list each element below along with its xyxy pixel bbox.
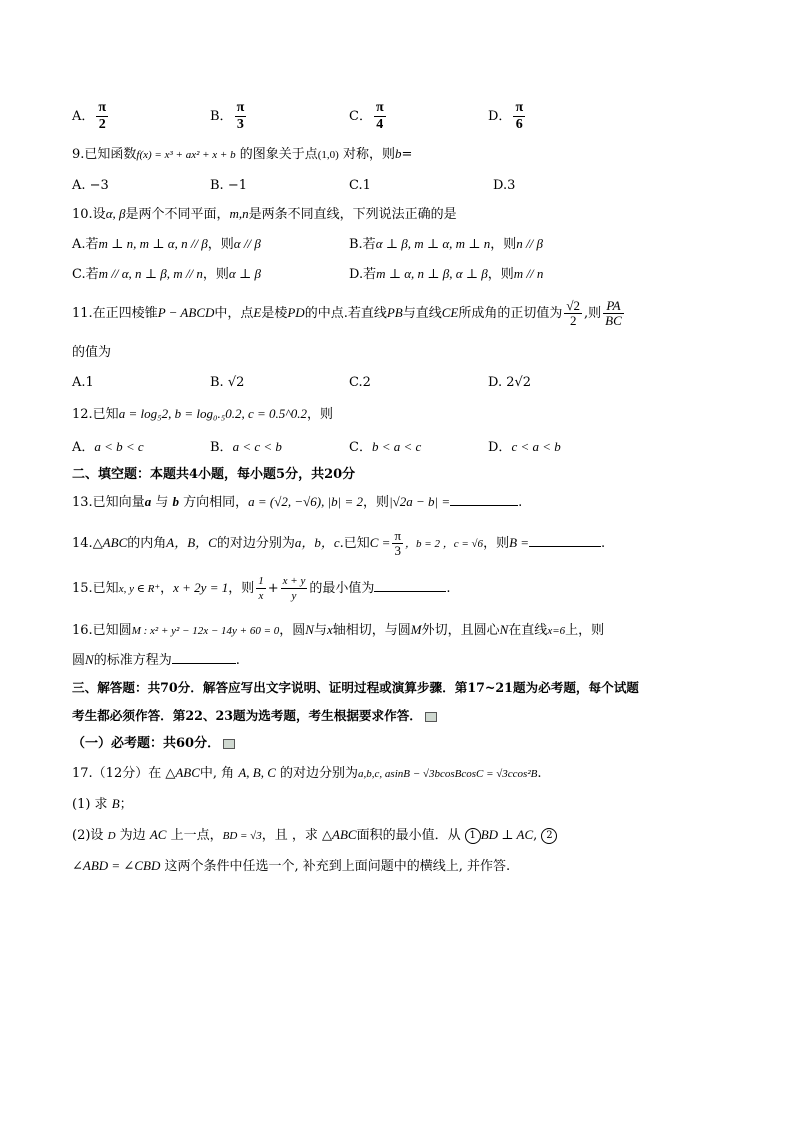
q14-ask: B = [509, 535, 530, 550]
q14-stem-b: 的内角 [127, 536, 167, 551]
q9-point: (1,0) [317, 149, 339, 161]
q17-condition-2-marker: 2 [541, 828, 557, 844]
q13-stem [72, 492, 522, 513]
q11-stem-e: 与直线 [402, 306, 442, 321]
q13-condition: a = (√2, −√6), |b| = 2 [248, 494, 364, 509]
q8-option-b [210, 100, 248, 133]
q16-stem-e: 外切，且圆心 [421, 623, 500, 638]
q9-option-b: B. −1 [210, 178, 247, 193]
q9-stem-a: 9.已知函数 [72, 147, 137, 162]
q8-option-a-letter: A． [72, 109, 95, 124]
q8-option-a-fraction [96, 100, 108, 133]
q17-p2-triangle: △ABC [322, 827, 357, 842]
q16-stem-b: ，圆 [279, 623, 306, 638]
q17-p2-d: D [107, 830, 116, 842]
q17-p2-a: (2)设 [72, 828, 104, 843]
q10-option-c-mid: ，则 [202, 267, 229, 282]
q17-p2-ac: AC [149, 827, 167, 842]
q11-tan-fraction [564, 299, 582, 328]
section3-line2-text: 考生都必须作答．第22、23题为选考题，考生根据要求作答． [72, 708, 422, 723]
q12-stem-a: 12.已知 [72, 407, 119, 422]
q12-stem [72, 404, 333, 425]
q15-fraction-2 [281, 574, 308, 603]
q10-option-b [349, 234, 543, 255]
q12-option-a-text: a < b < c [94, 439, 144, 454]
q13-vector-a: a [144, 494, 152, 509]
q16-answer-blank[interactable] [172, 663, 236, 664]
q12-option-b [210, 437, 282, 458]
q15-plus: + [267, 581, 279, 596]
q17-p1-end: ； [119, 797, 133, 812]
q15-cond2: x + 2y = 1 [173, 580, 229, 595]
q11-ratio-fraction [603, 299, 624, 328]
q11-ratio-den: BC [605, 313, 622, 328]
q10-stem-a: 10.设 [72, 207, 106, 222]
q12-option-c-text: b < a < c [371, 439, 422, 454]
q12-option-b-text: a < c < b [232, 439, 282, 454]
q10-lines: m,n [229, 206, 249, 221]
q11-edge-pd: PD [287, 305, 305, 320]
q16-stem-a: 16.已知圆 [72, 623, 132, 638]
q14-stem-d: .已知 [339, 536, 370, 551]
q11-stem [72, 296, 626, 331]
q17-part2: (2)设 D 为边 AC 上一点，BD = √3，且 ，求 △ABC面积的最小值．从 1 BD ⊥ AC, 2 [72, 825, 557, 846]
q10-option-b-mid: ，则 [490, 237, 517, 252]
q17-stem-c: 的对边分别为 [280, 766, 359, 781]
q17-condition-1: BD ⊥ AC [480, 827, 534, 842]
q17-p2-c: 上一点， [170, 828, 223, 843]
q15-f1-den: x [258, 590, 264, 602]
q12-stem-b: ，则 [307, 407, 334, 422]
q15-f2-num: x + y [282, 575, 306, 587]
q8-option-a [72, 100, 110, 133]
q15-stem-d: 的最小值为 [309, 581, 375, 596]
q17-condition-1-marker: 1 [465, 828, 481, 844]
q8-option-a-den: 2 [98, 117, 106, 132]
q16-line: x=6 [547, 625, 566, 637]
section2-title: 二、填空题：本题共4小题，每小题5分，共20分 [72, 467, 356, 482]
q9-stem-d: = [401, 147, 413, 162]
q9-option-c: C.1 [349, 178, 371, 193]
q10-option-d [349, 264, 543, 285]
q10-option-c-math: m // α, n ⊥ β, m // n [98, 266, 203, 281]
q14-pi-den: 3 [394, 543, 401, 558]
q8-option-d-letter: D． [488, 109, 512, 124]
q10-option-a-math: m ⊥ n, m ⊥ α, n // β [98, 236, 208, 251]
q8-option-b-num: π [236, 100, 245, 115]
q16-line2-c: . [235, 653, 240, 668]
q10-option-c-pre: C.若 [72, 267, 99, 282]
q10-option-c [72, 264, 261, 285]
q11-point-e: E [253, 305, 262, 320]
q12-option-c-letter: C． [349, 440, 372, 455]
q15-stem [72, 571, 451, 606]
q10-option-a-mid: ，则 [207, 237, 234, 252]
q13-ask: |√2a − b| = [389, 494, 451, 509]
q14-pi-num: π [394, 528, 402, 543]
q14-cond-c: C = [369, 535, 391, 550]
q8-option-d-num: π [515, 100, 524, 115]
q17-p2-bd: BD = √3 [222, 830, 262, 842]
q16-x-axis: x [326, 622, 333, 637]
q17-condition: a,b,c, asinB − √3bcosBcosC = √3ccos²B [358, 768, 538, 780]
q12-option-a [72, 437, 144, 458]
q10-option-b-res: n // β [516, 236, 543, 251]
q10-option-a-res: α // β [233, 236, 261, 251]
q10-option-d-math: m ⊥ α, n ⊥ β, α ⊥ β [376, 266, 488, 281]
q14-stem-e: ，则 [483, 536, 510, 551]
q11-stem-f: 所成角的正切值为 [458, 306, 563, 321]
q8-option-b-letter: B． [210, 109, 233, 124]
q9-function: f(x) = x³ + ax² + x + b [136, 149, 236, 161]
q17-p2-e: 面积的最小值．从 [356, 828, 461, 843]
q15-answer-blank[interactable] [374, 591, 446, 592]
q8-option-d [488, 100, 527, 133]
q8-option-b-fraction [235, 100, 247, 133]
q11-ratio-num: PA [603, 299, 624, 314]
q11-stem-g: ,则 [584, 306, 602, 321]
q17-p3-text: 这两个条件中任选一个, 补充到上面问题中的横线上, 并作答. [164, 859, 511, 874]
q12-option-b-letter: B． [210, 440, 233, 455]
q14-angles: A，B，C [166, 535, 217, 550]
q10-option-c-res: α ⊥ β [228, 266, 261, 281]
q9-var: b [395, 146, 402, 161]
q17-p1-var: B [111, 796, 120, 811]
q13-stem-e: . [518, 495, 523, 510]
q13-answer-blank[interactable] [450, 505, 518, 506]
q12-option-d-text: c < a < b [511, 439, 561, 454]
q14-cond-rest: ，b = 2 ，c = √6 [405, 538, 484, 550]
q10-option-d-pre: D.若 [349, 267, 377, 282]
q14-answer-blank[interactable] [529, 546, 601, 547]
q14-stem-c: 的对边分别为 [216, 536, 295, 551]
q16-stem-c: 与 [313, 623, 327, 638]
q15-fraction-1 [256, 574, 266, 603]
q16-circle-m: M : x² + y² − 12x − 14y + 60 = 0 [131, 625, 280, 637]
q14-stem-a: 14. [72, 536, 93, 551]
q17-stem [72, 763, 542, 784]
q11-option-b: B. √2 [210, 375, 245, 390]
q12-option-d-letter: D． [488, 440, 512, 455]
q16-line2 [72, 650, 240, 671]
section3-line1: 三、解答题：共70分．解答应写出文字说明、证明过程或演算步骤．第17~21题为必考题，每个试题 [72, 680, 639, 695]
q10-option-a-pre: A.若 [72, 237, 99, 252]
q10-planes: α, β [105, 206, 126, 221]
image-marker-icon-2 [223, 739, 235, 749]
q11-line-pb: PB [386, 305, 403, 320]
q11-pyramid: P − ABCD [157, 305, 215, 320]
section3-sub [72, 734, 235, 754]
q11-option-c: C.2 [349, 375, 371, 390]
q14-stem [72, 528, 605, 559]
q14-stem-f: . [601, 536, 606, 551]
q10-option-b-math: α ⊥ β, m ⊥ α, m ⊥ n [375, 236, 491, 251]
q15-stem-a: 15.已知 [72, 581, 119, 596]
q14-pi-fraction [392, 529, 403, 558]
q17-stem-d: . [537, 766, 542, 781]
q16-stem-d: 轴相切，与圆 [332, 623, 411, 638]
q13-stem-a: 13.已知向量 [72, 495, 145, 510]
q11-line-ce: CE [441, 305, 459, 320]
q16-n3: N [85, 652, 94, 667]
q13-vector-b: b [172, 494, 179, 509]
q9-option-d: D.3 [493, 178, 516, 193]
q8-option-b-den: 3 [236, 117, 244, 132]
q17-p2-d2: ，且 ，求 [261, 828, 318, 843]
q9-stem [72, 144, 412, 165]
q10-stem [72, 204, 457, 225]
section3-line2 [72, 706, 437, 726]
q17-part3 [72, 856, 510, 877]
q11-stem-d: 的中点.若直线 [304, 306, 387, 321]
q8-option-c-letter: C． [349, 109, 372, 124]
q8-option-a-num: π [98, 100, 107, 115]
q10-stem-b: 是两个不同平面， [125, 207, 230, 222]
q11-stem-h: 的值为 [72, 345, 112, 360]
image-marker-icon [425, 712, 437, 722]
q16-stem-f: 在直线 [508, 623, 548, 638]
q11-stem-b: 中，点 [214, 306, 254, 321]
q12-expression: a = log₅2, b = log₀.₅0.2, c = 0.5^0.2 [118, 406, 308, 421]
q10-option-d-mid: ，则 [487, 267, 514, 282]
q16-line2-a: 圆 [72, 653, 86, 668]
q11-tan-den: 2 [569, 313, 577, 328]
q17-p3-math: ∠ABD = ∠CBD [72, 858, 161, 873]
q11-stem-c: 是棱 [261, 306, 288, 321]
q9-option-a: A. −3 [72, 178, 109, 193]
q16-stem [72, 620, 604, 641]
q12-option-a-letter: A． [72, 440, 95, 455]
q13-stem-c: 方向相同， [183, 495, 249, 510]
q13-stem-b: 与 [155, 495, 169, 510]
q12-option-c [349, 437, 421, 458]
q8-option-c-num: π [375, 100, 384, 115]
q16-n1: N [305, 622, 314, 637]
q11-option-d: D. 2√2 [488, 375, 532, 390]
section3-sub-text: （一）必考题：共60分． [72, 736, 221, 751]
q10-option-a [72, 234, 261, 255]
q8-option-c-den: 4 [376, 117, 384, 132]
q16-line2-b: 的标准方程为 [93, 653, 172, 668]
q8-option-d-den: 6 [515, 117, 523, 132]
q10-stem-c: 是两条不同直线，下列说法正确的是 [248, 207, 457, 222]
q11-stem-a: 11.在正四棱锥 [72, 306, 158, 321]
q15-f2-den: y [291, 590, 297, 602]
q9-stem-c: 对称，则 [342, 147, 395, 162]
q15-stem-e: . [446, 581, 451, 596]
q15-stem-b: ， [160, 581, 174, 596]
q11-tan-num: √2 [566, 298, 581, 313]
q8-option-d-fraction [513, 100, 525, 133]
q17-angles: A, B, C [238, 765, 276, 780]
q9-stem-b: 的图象关于点 [239, 147, 318, 162]
q17-part1 [72, 794, 133, 815]
q17-head: 17.（12分）在 [72, 766, 162, 781]
q12-option-d [488, 437, 561, 458]
q15-f1-num: 1 [258, 575, 264, 587]
q14-sides: a，b，c [294, 535, 340, 550]
q15-stem-c: ，则 [228, 581, 255, 596]
q17-stem-b: 中, 角 [199, 766, 235, 781]
q8-option-c-fraction [374, 100, 386, 133]
q16-stem-g: 上，则 [565, 623, 605, 638]
q13-stem-d: ，则 [363, 495, 390, 510]
q11-option-a: A.1 [72, 375, 94, 390]
q14-triangle: △ABC [92, 535, 128, 550]
q16-n2: N [499, 622, 509, 637]
q16-m1: M [410, 622, 422, 637]
q8-option-c [349, 100, 388, 133]
q15-cond1: x, y ∈ R⁺ [118, 583, 161, 595]
q10-option-b-pre: B.若 [349, 237, 376, 252]
q17-triangle: △ABC [165, 765, 200, 780]
q10-option-d-res: m // n [513, 266, 544, 281]
q17-p1-label: (1) 求 [72, 797, 108, 812]
q17-p2-b: 为边 [119, 828, 146, 843]
